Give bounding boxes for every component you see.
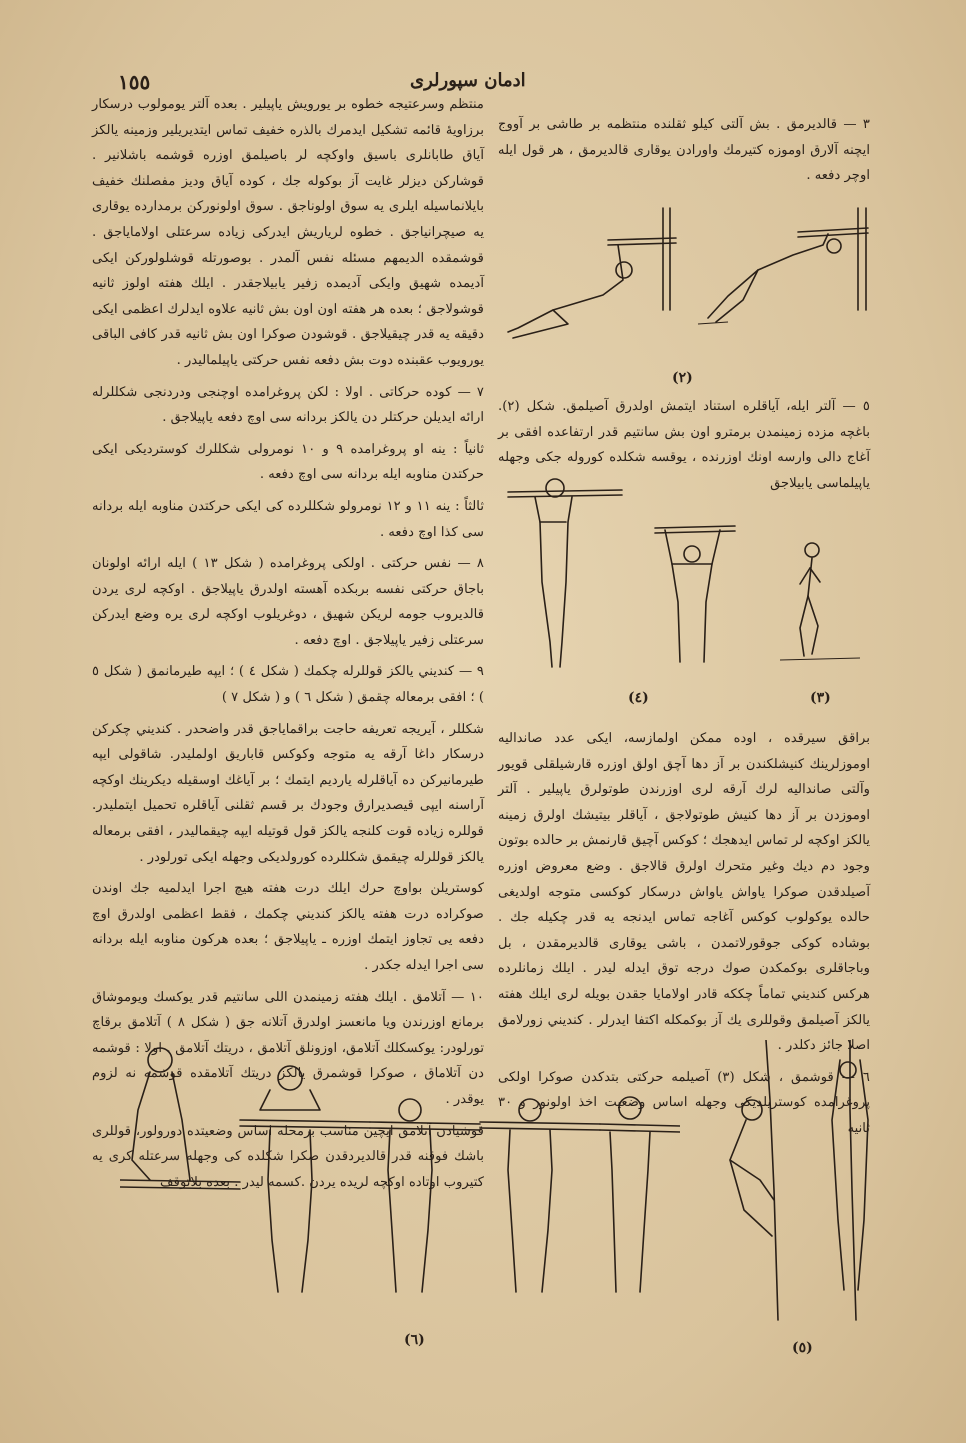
figure-3-illustration: [770, 536, 870, 676]
figure-5-illustration: [700, 1040, 890, 1330]
paragraph: ثالثاً : ينه ١١ و ١٢ نومرولو شكللرده كى ايكى حركتدن مناوبه ايله بردانه سى كذا اوچ دفعه .: [92, 498, 484, 540]
paragraph: شكللر ، آيريجه تعريفه حاجت براقماياجق قدر واضحدر . كنديني چكركن درسكار داغا آرقه يه متوجه وكوكس قاباريق اولمليدر. شاقولى ايپه طيرمانيركن ده آياقلرله يارديم ايتمك ؛ بر آياغك اوسقيله ديكرينك اوكچه آراسنه ايپى قيصديرارق وجودك بر قسم ثقلنى آياقلره تحميل ايتمليدر. قوللره زياده قوت كلنجه يالكز قول قوتيله ايپه چيقماليدر ، افقى برمعاله يالكز قوللرله چيقمق شكللرده كورولديكى وجهله ايكى تورلودر .: [92, 721, 484, 865]
figure-6-illustration: [120, 1030, 680, 1320]
running-figure-drawing: [770, 536, 870, 676]
paragraph: ثانياً : ينه او پروغرامده ٩ و ١٠ نومرولى شكللرك كوستردیکى ايكى حركتدن مناوبه ايله بردانه سى اوچ دفعه .: [92, 441, 484, 483]
right-column-top-text: [498, 112, 870, 195]
paragraph: ٧ — كوده حركاتى . اولا : لكن پروغرامده اوچنجى ودردنجى شكللرله ارائه ايديلن حركتلر دن يالكز بردانه سى اوچ دفعه ياپيلاجق .: [92, 384, 484, 426]
page-number: ١٥٥: [118, 70, 151, 94]
figure-3-caption: (٣): [810, 690, 831, 706]
bar-mount-sequence-drawing: [120, 1030, 680, 1320]
figure-2-caption: (٢): [672, 370, 693, 386]
paragraph: قوشيادن آتلامق ايچين مناسب برمحله اساس وضعيتده دورولور، قوللرى باشك فوقنه قدر قالديردقدن صكرا شكلده كى وجهله سرعتله كرى يه كتيروب اوتاده اوكچه لريده يردن .كسمه ليدر . بعده بلاتوقف: [92, 1123, 484, 1190]
paragraph: منتظم وسرعتيجه خطوه بر يورويش ياپيلير . بعده آلتر يومولوب درسكار برزاويهٔ قائمه تشكيل ايدمرك بالذره خفيف تماس ايتديريلير وزمينه يالكز آياق طابانلرى باسيق واوكچه لر باصيلمق اوزره قوشمه باشلانير . قوشارکن دیزلر غایت آز بوکوله جك ، كوده آياق وديز مفصلنك خفيف بايلانماسيله ايلرى يه سوق اولوناجق . سوق اولونوركن برمدارده يوقارى يه صيچرانياجق . خطوه لرياريش ايدركى زياده سرعتلى اولاماياجق . قوشمقده الديمهم مسئله نفس آلمدر . بوصورتله قوشلولوركن ايكى آديمده شهيق وايكى آديمده زفير يابيلاجقدر . ايلك هفته اولوز ثانيه قوشولاجق ؛ بعده هر هفته اون اون بش ثانيه علاوه ايدلرك اعظمى ايكى دقيقه يه قدر چيقيلاجق . قوشودن صوكرا اون بش ثانيه قدر كافى الباقى يورويوب عقبنده دوت بش دفعه نفس حركتى ياپيلماليدر .: [92, 97, 484, 368]
figure-6-caption: (٦): [404, 1332, 425, 1348]
paragraph: كوستريلن بواوچ حرك ايلك درت هفته هيچ اجرا ايدلميه جك اوندن صوكراده درت هفته يالكز كنديني چكمك ، فقط اعظمى اولدرق اوچ دفعه يى تجاوز ايتمك اوزره ـ ياپيلاجق ؛ بعده هركون مناوبه ايله بردانه سى اجرا ايدله جكدر .: [92, 881, 484, 973]
paragraph: ٥ — آلتر ايله، آياقلره استناد ايتمش اولدرق آصيلمق. شكل (٢). باغچه مزده زمينمدن برمترو اون بش سانتيم قدر ارتفاعده افقى بر آغاج دالى وارسه اونك اوزرنده ، يوقسه شكلده كوروله جكى وجهله ياپيلماسى يابيلاجق: [498, 399, 870, 491]
pull-up-drawing: [500, 472, 740, 677]
figure-4-caption: (٤): [628, 690, 649, 706]
hanging-exercise-drawing: [498, 200, 870, 360]
figure-5-caption: (٥): [792, 1340, 813, 1356]
figure-4-illustration: [500, 472, 740, 677]
paragraph: ٣ — قالديرمق . بش آلتى كيلو ثقلنده منتظمه بر طاشى بر آووج ايچنه آلارق اوموزه كتيرمك واورادن يوقارى قالديرمق ، هر قول ايله اوچر دفعه .: [498, 117, 870, 184]
paragraph: ٨ — نفس حركتى . اولكى پروغرامده ( شكل ١٣ ) ايله ارائه اولونان باجاق حركتى نفسه بربكده آهسته اولدرق ياپيلاجق . اوكچه لرى يردن قالديروب جومه لريكن شهيق ، دوغريلوب اوكچه لرى يره وضع ايدركن سرعتلى زفير ياپيلاجق . اوچ دفعه .: [92, 556, 484, 648]
paragraph: ١٠ — آتلامق . ايلك هفته زمينمدن اللى سانتيم قدر يوكسك ويوموشاق برمانع اوزرندن ويا مانعسز اولدرق آتلانه جق ( شكل ٨ ) آتلامق برقاچ تورلودر: يوكسكلك آتلامق، اوزونلق آتلامق ، دريتك آتلامق . اولا : قوشمه دن آتلاماق ، صوكرا قوشمرق يالكز دريتك آتلامقده قوشمه نه لزوم يوقدر .: [92, 989, 484, 1107]
rope-climb-drawing: [700, 1040, 890, 1330]
paragraph: ٩ — كنديني يالكز قوللرله چكمك ( شكل ٤ ) ؛ ايپه طيرمانمق ( شكل ٥ ) ؛ افقى برمعاله چقمق ( شكل ٦ ) و ( شكل ٧ ): [92, 664, 485, 706]
paragraph: براقق سيرقده ، اوده ممكن اولمازسه، ايكى عدد صانداليه اوموزلرينك كنيشلكندن بر آز دها آچق اولق اوزره قارشيلقلى قويور وآلتى صانداليه لرك آرقه لرى اوزرندن طوتولرق ياپيلير . آلتر اوموزدن بر آز دها كنيش طوتولاجق ، آياقلر بيتيشك اولرق زمينه يالكز اوكچه لر تماس ايدهجك ؛ كوكس آچيق قارنمش بر حالده بوتون وجود دم ديك وغير متحرك اولرق قالاجق . وضع معروض اوزره آصيلدقدن صوكرا ياواش ياواش درسكار كوكسى متوجه اولديغى حالده يوكولوب كوكس آغاجه تماس ايدنجه يه قدر چكيله جك . بوشاده كوكى جوقورلاتمدن ، باشى يوقارى قالديرمقدن ، بل وباجاقلرى بوكمكدن صوك درجه توق ايدله ليدر . ايلك زمانلرده هركس كنديني تماماً چككه قادر اولامايا جقدن بويله لرى ايلك هفته يالكز آصيلمق وقوللرى يك آز بوكمكله اكتفا ايدرلر . كنديني زورلامق اصلا جائز دكلدر .: [498, 731, 870, 1054]
figure-2-illustration: [498, 200, 870, 360]
running-title: ادمان سپورلری: [410, 70, 526, 91]
paragraph: ٦ — قوشمق ، شكل (٣) آصيلمه حركتى بتدكدن صوكرا اولكى پروغرامده كوستريلديكى وجهله اساس وضعيت اخذ اولونور و ٣٠ ثانيه: [498, 1069, 870, 1136]
